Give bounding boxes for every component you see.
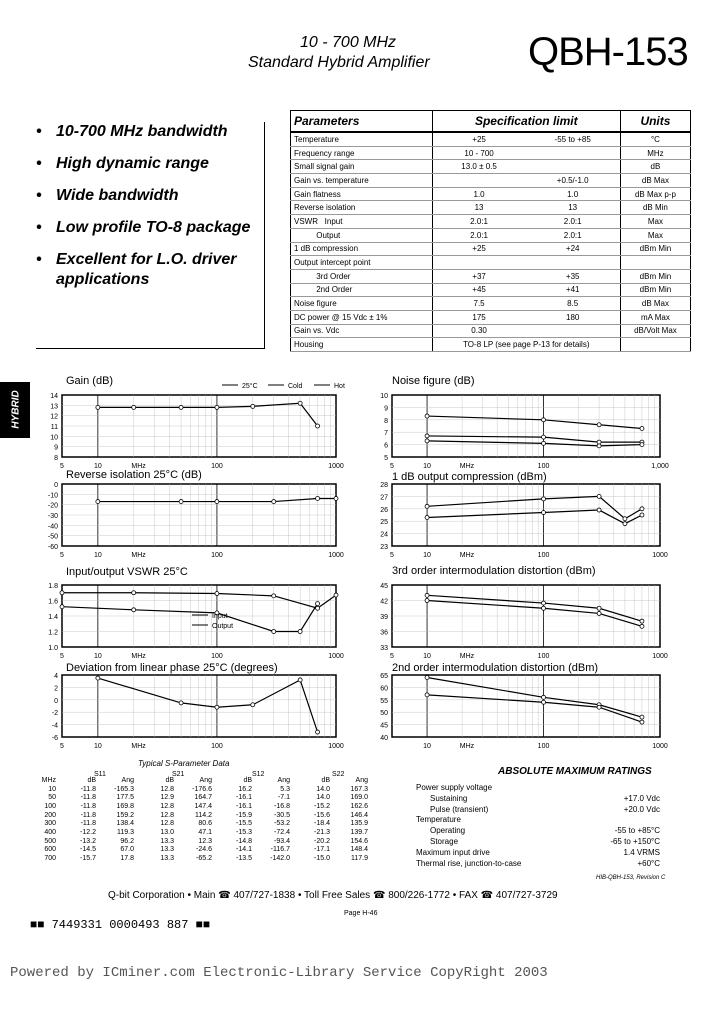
rating-value: -65 to +150°C — [610, 837, 660, 846]
rating-value: 1.4 VRMS — [623, 847, 660, 857]
spec-table-header: Parameters Specification limit Units — [291, 111, 691, 133]
data-point — [334, 593, 338, 597]
y-tick-label: 9 — [384, 405, 388, 413]
phase-chart-title: Deviation from linear phase 25°C (degrees) — [66, 662, 278, 674]
x-tick-label: 10 — [93, 463, 102, 470]
data-point — [215, 405, 219, 409]
legend-label: 25°C — [242, 383, 258, 390]
data-point — [597, 494, 601, 498]
y-tick-label: 1.8 — [48, 583, 58, 590]
noise-chart-title: Noise figure (dB) — [392, 375, 475, 387]
data-point — [60, 605, 64, 609]
x-tick-label: MHz — [131, 743, 146, 750]
data-point — [640, 443, 644, 447]
data-point — [179, 500, 183, 504]
x-tick-label: 1000 — [328, 463, 344, 470]
sparam-row: 300 -11.8 138.4 12.8 80.6 -15.5 -53.2 -18.4 135.9 — [44, 820, 368, 828]
x-tick-label: MHz — [459, 552, 475, 559]
y-tick-label: 12 — [50, 413, 58, 421]
feature-item: • Excellent for L.O. driver applications — [36, 251, 237, 288]
data-point — [640, 507, 644, 511]
spec-table — [290, 110, 691, 352]
sparam-row: 700 -15.7 17.8 13.3 -65.2 -13.5 -142.0 -15.0 117.9 — [44, 855, 368, 863]
y-tick-label: -60 — [47, 544, 58, 551]
header-description: Standard Hybrid Amplifier — [248, 54, 430, 71]
barcode-text: ■■ 7449331 0000493 887 ■■ — [30, 918, 211, 932]
x-tick-label: 100 — [211, 743, 223, 750]
data-point — [425, 504, 429, 508]
data-point — [542, 511, 546, 515]
data-point — [316, 424, 320, 428]
header-frequency: 10 - 700 MHz — [300, 34, 397, 51]
data-point — [542, 418, 546, 422]
spec-row: Housing TO-8 LP (see page P-13 for details) — [291, 338, 691, 352]
data-point — [640, 619, 644, 623]
y-tick-label: 50 — [380, 710, 388, 718]
rating-label: Thermal rise, junction-to-case — [416, 858, 522, 868]
spec-row: Temperature +25 -55 to +85 °C — [291, 132, 691, 146]
data-point — [179, 405, 183, 409]
data-point — [542, 695, 546, 699]
x-tick-label: 10 — [423, 743, 431, 750]
y-tick-label: 39 — [380, 614, 388, 621]
x-tick-label: 100 — [537, 552, 550, 559]
x-tick-label: 1000 — [328, 743, 344, 750]
data-point — [542, 497, 546, 501]
rating-label: Maximum input drive — [416, 847, 490, 857]
x-tick-label: MHz — [459, 653, 475, 660]
im3-chart — [380, 583, 668, 660]
x-tick-label: 1000 — [652, 653, 668, 660]
rating-label: Pulse (transient) — [430, 804, 489, 814]
x-tick-label: MHz — [131, 653, 146, 660]
sparam-row: 500 -13.2 96.2 13.3 12.3 -14.8 -93.4 -20.2 154.6 — [44, 837, 368, 845]
sparam-head: S12 — [252, 771, 265, 778]
legend-label: Cold — [288, 383, 303, 390]
feature-item: • 10-700 MHz bandwidth — [36, 123, 228, 140]
data-point — [298, 678, 302, 682]
isolation-chart — [47, 482, 344, 559]
spec-row: Small signal gain 13.0 ± 0.5 dB — [291, 160, 691, 174]
vswr-chart-title: Input/output VSWR 25°C — [66, 566, 188, 578]
y-tick-label: -50 — [47, 533, 58, 541]
im2-chart-title: 2nd order intermodulation distortion (dBm) — [392, 662, 599, 674]
legend-label: Input — [212, 613, 228, 620]
data-point — [316, 496, 320, 500]
y-tick-label: 65 — [380, 673, 388, 680]
vswr-chart — [48, 583, 344, 660]
gain-chart — [50, 383, 345, 470]
series-line-output — [62, 604, 318, 632]
y-tick-label: 7 — [384, 430, 388, 438]
data-point — [298, 401, 302, 405]
y-tick-label: 2 — [54, 685, 58, 693]
data-point — [298, 630, 302, 634]
data-point — [251, 703, 255, 707]
y-tick-label: 45 — [380, 583, 388, 590]
data-point — [542, 601, 546, 605]
y-tick-label: 36 — [380, 629, 388, 637]
feature-item: • High dynamic range — [36, 155, 209, 172]
data-point — [597, 606, 601, 610]
spec-row: 1 dB compression +25 +24 dBm Min — [291, 242, 691, 256]
sparam-row: 600 -14.5 67.0 13.3 -24.6 -14.1 -116.7 -17.1 148.4 — [44, 846, 368, 854]
x-tick-label: 5 — [60, 653, 64, 660]
y-tick-label: 26 — [380, 506, 388, 514]
copyright-line: Powered by ICminer.com Electronic-Library Service CopyRight 2003 — [10, 965, 548, 981]
y-tick-label: 10 — [380, 393, 388, 400]
data-point — [132, 405, 136, 409]
y-tick-label: -30 — [47, 513, 58, 520]
sparam-row: 10 -11.8 -165.3 12.8 -176.6 16.2 5.3 14.0 167.3 — [48, 785, 368, 793]
data-point — [96, 500, 100, 504]
rating-value: +17.0 Vdc — [623, 793, 660, 803]
data-point — [425, 434, 429, 438]
series-line-hot — [427, 416, 642, 428]
spec-row: 2nd Order +45 +41 dBm Min — [291, 283, 691, 297]
y-tick-label: 10 — [50, 434, 58, 442]
x-tick-label: 5 — [390, 552, 394, 559]
y-tick-label: 9 — [54, 444, 58, 452]
x-tick-label: MHz — [131, 463, 146, 470]
plot-frame — [392, 675, 660, 737]
x-tick-label: 100 — [211, 463, 223, 470]
x-tick-label: 5 — [60, 552, 64, 559]
y-tick-label: 8 — [54, 455, 58, 462]
data-point — [640, 426, 644, 430]
hybrid-side-tab: HYBRID — [0, 382, 30, 438]
x-tick-label: MHz — [459, 743, 475, 750]
series-line-25c — [427, 510, 642, 524]
data-point — [640, 513, 644, 517]
rating-label: Operating — [430, 826, 466, 836]
y-tick-label: 40 — [380, 735, 388, 742]
data-point — [542, 606, 546, 610]
sparam-row: 400 -12.2 119.3 13.0 47.1 -15.3 -72.4 -21.3 139.7 — [44, 828, 368, 836]
y-tick-label: 60 — [380, 685, 388, 693]
y-tick-label: 45 — [380, 722, 388, 730]
data-point — [542, 700, 546, 704]
y-tick-label: -40 — [47, 523, 58, 531]
phase-chart — [51, 673, 344, 750]
data-point — [542, 441, 546, 445]
y-tick-label: 27 — [380, 494, 388, 502]
spec-row: Gain vs. Vdc 0.30 dB/Volt Max — [291, 324, 691, 338]
data-point — [425, 675, 429, 679]
im3-chart-title: 3rd order intermodulation distortion (dBm) — [392, 565, 596, 577]
spec-row: Output 2.0:1 2.0:1 Max — [291, 228, 691, 242]
rating-value: +60°C — [637, 858, 660, 868]
compression-chart — [380, 482, 668, 559]
data-point — [272, 500, 276, 504]
sparam-row: 200 -11.8 159.2 12.8 114.2 -15.9 -30.5 -15.6 146.4 — [44, 811, 368, 819]
sparam-head: S22 — [332, 771, 345, 778]
data-point — [597, 444, 601, 448]
data-point — [597, 508, 601, 512]
spec-row: Reverse isolation 13 13 dB Min — [291, 201, 691, 215]
data-point — [96, 405, 100, 409]
page-number: Page H-46 — [344, 910, 378, 917]
sparam-head: S21 — [172, 771, 185, 778]
data-point — [623, 522, 627, 526]
y-tick-label: 0 — [54, 482, 58, 489]
noise-chart — [380, 393, 669, 470]
x-tick-label: MHz — [459, 463, 475, 470]
data-point — [542, 435, 546, 439]
y-tick-label: 1.4 — [48, 614, 58, 621]
rating-value: -55 to +85°C — [614, 826, 660, 836]
x-tick-label: 100 — [537, 653, 550, 660]
y-tick-label: -20 — [47, 502, 58, 510]
data-point — [623, 517, 627, 521]
plot-frame — [62, 675, 336, 737]
compression-chart-title: 1 dB output compression (dBm) — [392, 471, 547, 483]
feature-item: • Wide bandwidth — [36, 187, 179, 204]
y-tick-label: 4 — [54, 673, 58, 680]
x-tick-label: 5 — [390, 463, 394, 470]
data-point — [316, 602, 320, 606]
series-line-25c — [98, 678, 318, 732]
y-tick-label: -4 — [51, 722, 58, 730]
x-tick-label: 100 — [211, 653, 223, 660]
sparam-table — [36, 776, 368, 863]
spec-row: VSWR Input 2.0:1 2.0:1 Max — [291, 215, 691, 229]
spec-row: Gain flatness 1.0 1.0 dB Max p-p — [291, 187, 691, 201]
data-point — [425, 593, 429, 597]
data-point — [179, 701, 183, 705]
data-point — [272, 630, 276, 634]
sparam-row: 50 -11.8 177.5 12.9 164.7 -16.1 -7.1 14.0 169.0 — [48, 794, 368, 802]
x-tick-label: 1,000 — [651, 463, 669, 470]
x-tick-label: 1000 — [328, 552, 344, 559]
data-point — [425, 599, 429, 603]
spec-row: Gain vs. temperature +0.5/-1.0 dB Max — [291, 174, 691, 188]
data-point — [425, 439, 429, 443]
data-point — [316, 730, 320, 734]
x-tick-label: 10 — [93, 552, 102, 559]
y-tick-label: 1.2 — [48, 629, 58, 637]
spec-row: 3rd Order +37 +35 dBm Min — [291, 269, 691, 283]
data-point — [132, 608, 136, 612]
feature-list — [36, 122, 266, 302]
data-point — [96, 676, 100, 680]
legend-label: Hot — [334, 383, 345, 390]
x-tick-label: 5 — [390, 653, 394, 660]
y-tick-label: 33 — [380, 645, 388, 652]
y-tick-label: -6 — [51, 735, 58, 742]
y-tick-label: 28 — [380, 482, 388, 489]
y-tick-label: 11 — [50, 424, 58, 431]
ratings-title: ABSOLUTE MAXIMUM RATINGS — [498, 766, 652, 777]
x-tick-label: 1000 — [328, 653, 344, 660]
model-number: QBH-153 — [528, 30, 688, 74]
x-tick-label: 10 — [423, 463, 431, 470]
rating-value: +20.0 Vdc — [623, 804, 660, 814]
spec-row: Output intercept point — [291, 256, 691, 270]
y-tick-label: 1.6 — [48, 598, 58, 606]
data-point — [334, 496, 338, 500]
data-point — [597, 705, 601, 709]
x-tick-label: 1000 — [652, 743, 668, 750]
isolation-chart-title: Reverse isolation 25°C (dB) — [66, 469, 202, 481]
spec-row: Noise figure 7.5 8.5 dB Max — [291, 297, 691, 311]
spec-row: Frequency range 10 - 700 MHz — [291, 146, 691, 160]
sparam-subheader: MHz dB Ang dB Ang dB Ang dB Ang — [41, 776, 368, 784]
data-point — [425, 693, 429, 697]
y-tick-label: 42 — [380, 598, 388, 606]
y-tick-label: 0 — [54, 697, 58, 705]
y-tick-label: 55 — [380, 697, 388, 705]
x-tick-label: 100 — [211, 552, 223, 559]
spec-row: DC power @ 15 Vdc ± 1% 175 180 mA Max — [291, 310, 691, 324]
y-tick-label: 8 — [384, 417, 388, 425]
revision-stamp: HIB-QBH-153, Revision C — [596, 875, 666, 881]
x-tick-label: 10 — [423, 552, 431, 559]
y-tick-label: 23 — [380, 544, 388, 551]
x-tick-label: 10 — [93, 743, 102, 750]
y-tick-label: 5 — [384, 455, 388, 462]
data-point — [597, 423, 601, 427]
data-point — [425, 515, 429, 519]
data-point — [215, 705, 219, 709]
data-point — [60, 591, 64, 595]
rating-label: Power supply voltage — [416, 783, 493, 792]
data-point — [425, 414, 429, 418]
rating-label: Sustaining — [430, 793, 468, 803]
x-tick-label: 100 — [537, 743, 550, 750]
data-point — [640, 720, 644, 724]
x-tick-label: 5 — [60, 743, 64, 750]
gain-chart-title: Gain (dB) — [66, 375, 114, 387]
data-point — [597, 611, 601, 615]
im2-chart — [380, 673, 668, 750]
x-tick-label: 100 — [537, 463, 550, 470]
data-point — [251, 404, 255, 408]
data-point — [215, 500, 219, 504]
y-tick-label: 1.0 — [48, 645, 58, 652]
data-point — [132, 591, 136, 595]
y-tick-label: 6 — [384, 442, 388, 450]
data-point — [640, 715, 644, 719]
y-tick-label: 24 — [380, 531, 388, 539]
x-tick-label: 10 — [93, 653, 102, 660]
series-line-25c — [98, 403, 318, 426]
sparam-head: S11 — [94, 771, 106, 778]
x-tick-label: 10 — [423, 653, 431, 660]
legend-label: Output — [212, 623, 234, 630]
data-point — [272, 594, 276, 598]
footer-contact: Q-bit Corporation • Main ☎ 407/727-1838 • Toll Free Sales ☎ 800/226-1772 • FAX ☎ 407/727-3729 — [108, 890, 558, 901]
sparam-row: 100 -11.8 169.8 12.8 147.4 -16.1 -16.8 -15.2 162.6 — [44, 802, 368, 810]
y-tick-label: -10 — [47, 492, 58, 500]
y-tick-label: -2 — [51, 710, 58, 718]
rating-label: Temperature — [416, 815, 461, 825]
x-tick-label: 1000 — [652, 552, 668, 559]
data-point — [215, 592, 219, 596]
series-line-b — [427, 695, 642, 722]
rating-label: Storage — [430, 837, 459, 846]
y-tick-label: 25 — [380, 519, 388, 527]
series-line-b — [427, 601, 642, 627]
feature-item: • Low profile TO-8 package — [36, 219, 251, 236]
x-tick-label: MHz — [131, 552, 146, 559]
y-tick-label: 14 — [50, 393, 58, 400]
y-tick-label: 13 — [50, 403, 58, 411]
x-tick-label: 5 — [60, 463, 64, 470]
sparam-title: Typical S-Parameter Data — [138, 759, 230, 768]
data-point — [640, 624, 644, 628]
